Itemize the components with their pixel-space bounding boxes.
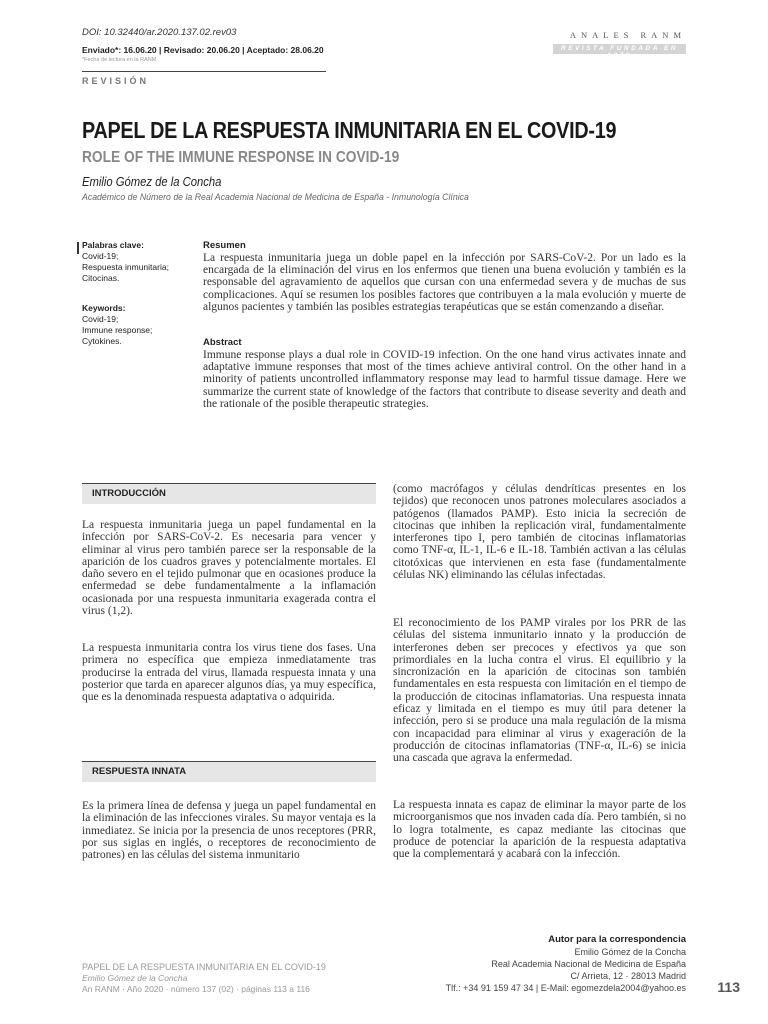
- section-heading-text: INTRODUCCIÓN: [92, 488, 166, 499]
- right-paragraph-2: [393, 617, 686, 765]
- right-paragraph-1: [393, 483, 686, 581]
- keywords-en: [82, 303, 192, 347]
- keywords-en-heading: Keywords:: [82, 303, 126, 313]
- keyword-item: Covid-19;: [82, 314, 119, 324]
- footer-author: Emilio Gómez de la Concha: [82, 973, 188, 983]
- correspondence-heading: Autor para la correspondencia: [548, 934, 686, 945]
- correspondence-contact: Tlf.: +34 91 159 47 34 | E-Mail: egomezdela2004@yahoo.es: [445, 983, 686, 993]
- innate-paragraph-1: [82, 800, 376, 861]
- keywords-es: [82, 240, 192, 284]
- paragraph: (como macrófagos y células dendríticas presentes en los tejidos) que reconocen unos patrones moleculares asociados a patógenos (llamados PAMP). Esto inicia la secreción de citocinas que inhiben la replicación viral, fundamentalmente interferones tipo I, pero también de citocinas inflamatorias como TNF-α, IL-1, IL-6 e IL-18. También activan a las células citotóxicas que intervienen en esta fase (fundamentalmente células NK) eliminando las células infectadas.: [393, 483, 686, 582]
- section-heading-intro: [82, 483, 376, 504]
- right-paragraph-3: [393, 799, 686, 860]
- author-name: Emilio Gómez de la Concha: [82, 175, 222, 189]
- keyword-item: Covid-19;: [82, 251, 119, 261]
- section-heading-innate: [82, 761, 376, 782]
- abstract-heading: Abstract: [203, 337, 242, 348]
- keyword-item: Citocinas.: [82, 273, 120, 283]
- correspondence-institution: Real Academia Nacional de Medicina de España: [491, 959, 686, 969]
- journal-subtitle: REVISTA FUNDADA EN 1879: [561, 45, 678, 59]
- footer-title: PAPEL DE LA RESPUESTA INMUNITARIA EN EL COVID-19: [82, 962, 326, 972]
- keyword-item: Cytokines.: [82, 336, 122, 346]
- submission-dates: Enviado*: 16.06.20 | Revisado: 20.06.20 | Aceptado: 28.06.20: [82, 45, 324, 55]
- keyword-item: Respuesta inmunitaria;: [82, 262, 169, 272]
- keywords-marker: [77, 242, 79, 254]
- article-subtitle: ROLE OF THE IMMUNE RESPONSE IN COVID-19: [82, 149, 400, 166]
- paragraph: La respuesta innata es capaz de eliminar la mayor parte de los microorganismos que nos invaden cada día. Pero también, si no lo logra totalmente, es capaz mediante las citocinas que produce de potenciar la aparición de la respuesta adaptativa que la complementará y acabará con la infección.: [393, 799, 686, 861]
- article-title: PAPEL DE LA RESPUESTA INMUNITARIA EN EL COVID-19: [82, 117, 617, 143]
- resumen-heading: Resumen: [203, 240, 246, 251]
- journal-name: ANALES RANM: [569, 30, 686, 40]
- correspondence-name: Emilio Gómez de la Concha: [574, 947, 686, 957]
- footer-citation: An RANM · Año 2020 · número 137 (02) · páginas 113 a 116: [82, 984, 310, 994]
- date-footnote: *Fecha de lectura en la RANM: [82, 57, 157, 63]
- paragraph: Es la primera línea de defensa y juega un papel fundamental en la eliminación de las infecciones virales. Su mayor ventaja es la inmediatez. Se inicia por la presencia de unos receptores (PRR, por sus siglas en inglés, o receptores de reconocimiento de patrones) en las células del sistema inmunitario: [82, 800, 376, 862]
- intro-paragraph-1: [82, 519, 376, 617]
- correspondence-address: C/ Arrieta, 12 · 28013 Madrid: [570, 971, 686, 981]
- resumen-text: La respuesta inmunitaria juega un doble papel en la infección por SARS-CoV-2. Por un lado es la encargada de la eliminación del virus en los enfermos que tienen una buena evolución y también es la responsable del agravamiento de aquellos que cursan con una enfermedad severa y de muchas de sus complicaciones. Aquí se resumen los posibles factores que contribuyen a la mala evolución y muerte de algunos pacientes y también las posibles estrategias terapéuticas que se están comenzando a diseñar.: [203, 252, 686, 313]
- paragraph: La respuesta inmunitaria contra los virus tiene dos fases. Una primera no específica que empieza inmediatamente tras producirse la entrada del virus, llamada respuesta innata y una posterior que tarda en aparecer algunos días, ya muy específica, que es la denominada respuesta adaptativa o adquirida.: [82, 642, 376, 704]
- paragraph: La respuesta inmunitaria juega un papel fundamental en la infección por SARS-CoV-2. Es necesaria para vencer y eliminar al virus pero también parece ser la responsable de la aparición de los cuadros graves y potencialmente mortales. El daño severo en el tejido pulmonar que en ocasiones produce la enfermedad se debe fundamentalmente a la inflamación ocasionada por una respuesta inmunitaria exagerada contra el virus (1,2).: [82, 519, 376, 618]
- keyword-item: Immune response;: [82, 325, 153, 335]
- paragraph: El reconocimiento de los PAMP virales por los PRR de las células del sistema inmunitario innato y la producción de interferones deben ser precoces y efectivos ya que son primordiales en la lucha contra el virus. El equilibrio y la sincronización en la aparición de citocinas son también fundamentales en esta respuesta con limitación en el tiempo de la producción de citocinas inflamatorias. Una respuesta innata eficaz y limitada en el tiempo es muy útil para detener la infección, pero si se produce una mala regulación de la misma con incapacidad para eliminar al virus y exageración de la producción de citocinas inflamatorias (TNF-α, IL-6) se inicia una cascada que agrava la enfermedad.: [393, 617, 686, 765]
- keywords-es-heading: Palabras clave:: [82, 240, 144, 250]
- doi: DOI: 10.32440/ar.2020.137.02.rev03: [82, 27, 237, 38]
- abstract-text: Immune response plays a dual role in COVID-19 infection. On the one hand virus activates innate and adaptative immune responses that most of the times achieve antiviral control. On the other hand in a minority of patients uncontrolled inflammatory response may lead to harmful tissue damage. Here we summarize the current state of knowledge of the factors that contribute to disease severity and death and the rationale of the posible therapeutic strategies.: [203, 349, 686, 410]
- section-heading-text: RESPUESTA INNATA: [92, 766, 187, 777]
- section-label: REVISIÓN: [82, 76, 150, 86]
- page-number: 113: [717, 979, 740, 995]
- header-rule: [82, 71, 326, 72]
- intro-paragraph-2: [82, 642, 376, 703]
- author-affiliation: Académico de Número de la Real Academia Nacional de Medicina de España - Inmunología Clínica: [82, 192, 469, 203]
